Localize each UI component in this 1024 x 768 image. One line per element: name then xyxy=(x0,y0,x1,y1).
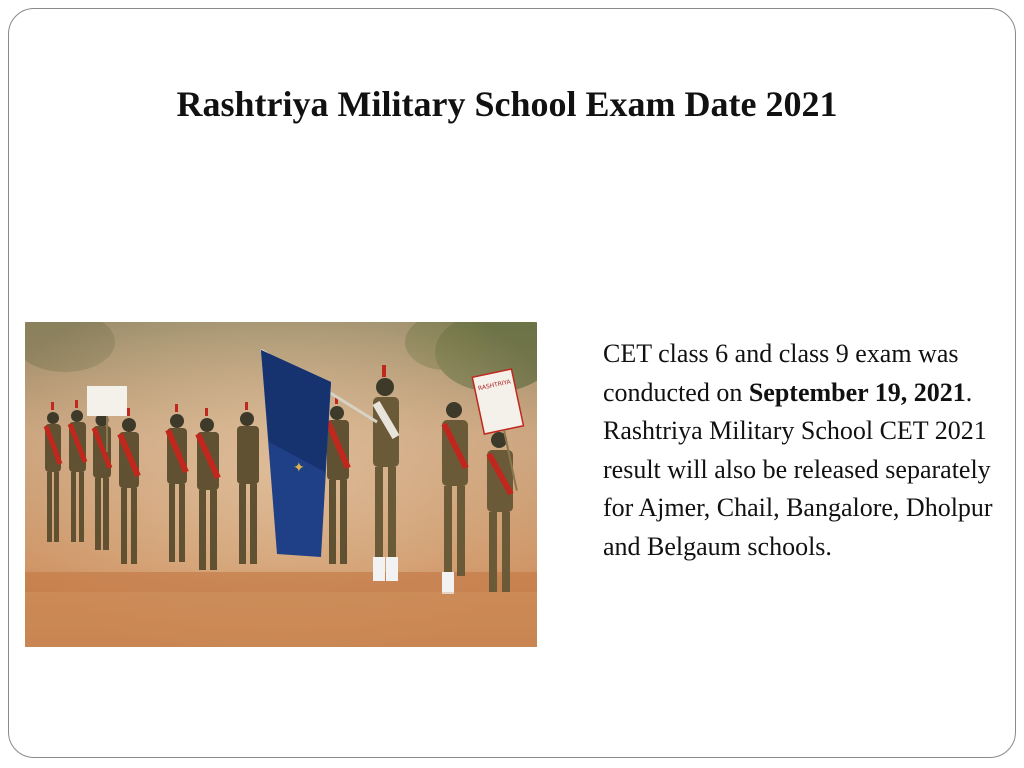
photo-illustration xyxy=(25,322,537,647)
slide-title: Rashtriya Military School Exam Date 2021 xyxy=(176,84,838,124)
sign-text: RASHTRIYA xyxy=(477,378,512,393)
marching-cadets-photo xyxy=(25,322,537,647)
body-part-2: . Rashtriya Military School CET 2021 result will also be released separately for Ajmer, Chail, Bangalore, Dholpur and Belgaum schools. xyxy=(603,377,993,561)
svg-text:✦: ✦ xyxy=(293,460,305,476)
exam-date: September 19, 2021 xyxy=(748,377,966,407)
body-part-1: CET class 6 and class 9 exam was conducted on xyxy=(603,339,959,407)
slide-body-text xyxy=(603,335,999,566)
slide xyxy=(8,8,1016,758)
